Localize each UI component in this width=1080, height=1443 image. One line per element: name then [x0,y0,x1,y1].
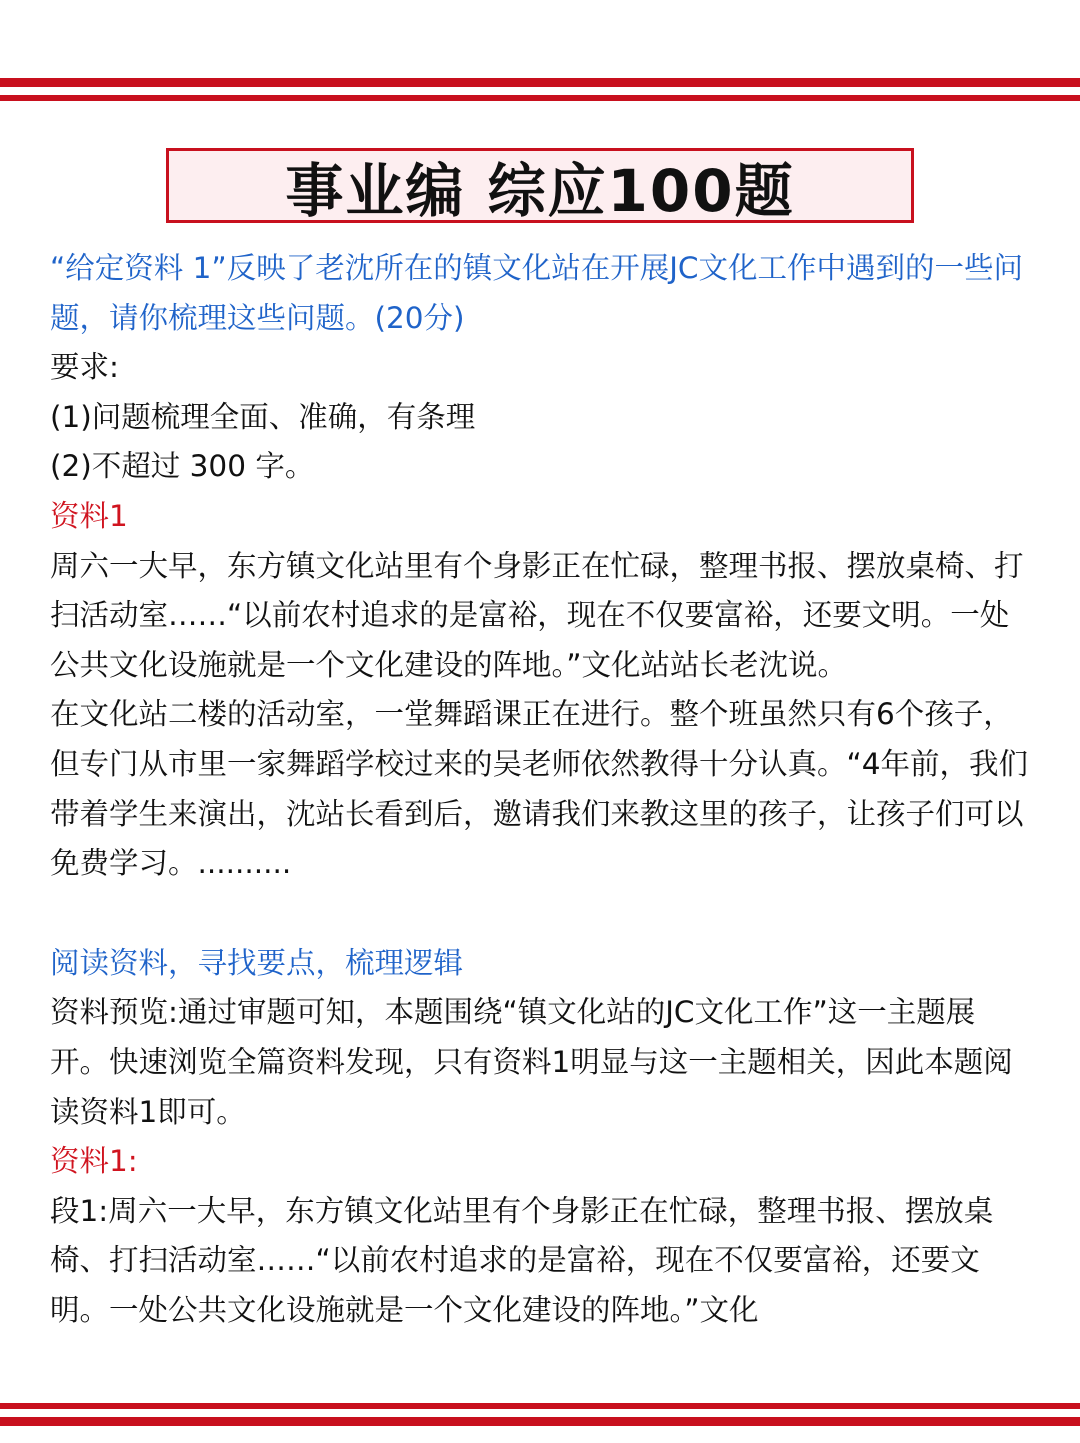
top-border-stripe-thin [0,95,1080,101]
document-body [50,244,1032,1335]
analysis-segment-1: 段1:周六一大早，东方镇文化站里有个身影正在忙碌，整理书报、摆放桌椅、打扫活动室……“以前农村追求的是富裕，现在不仅要富裕，还要文明。一处公共文化设施就是一个文化建设的阵地。”文化 [50,1193,994,1327]
analysis-heading: 阅读资料，寻找要点，梳理逻辑 [50,945,464,980]
requirements-label: 要求: [50,350,119,385]
bottom-border-stripe-thin [0,1403,1080,1409]
requirement-item-1: (1)问题梳理全面、准确，有条理 [50,399,476,434]
question-prompt: “给定资料 1”反映了老沈所在的镇文化站在开展JC文化工作中遇到的一些问题，请你梳理这些问题。(20分) [50,251,1024,335]
section-spacer [50,889,1032,939]
material-paragraph-1: 周六一大早，东方镇文化站里有个身影正在忙碌，整理书报、摆放桌椅、打扫活动室……“以前农村追求的是富裕，现在不仅要富裕，还要文明。一处公共文化设施就是一个文化建设的阵地。”文化站站长老沈说。 [50,548,1024,682]
analysis-preview: 资料预览:通过审题可知，本题围绕“镇文化站的JC文化工作”这一主题展开。快速浏览全篇资料发现，只有资料1明显与这一主题相关，因此本题阅读资料1即可。 [50,995,1013,1129]
page-title: 事业编 综应100题 [285,156,795,225]
material-heading: 资料1 [50,498,128,533]
analysis-material-heading: 资料1: [50,1144,138,1179]
bottom-border-stripe-thick [0,1417,1080,1426]
material-paragraph-2: 在文化站二楼的活动室，一堂舞蹈课正在进行。整个班虽然只有6个孩子，但专门从市里一家舞蹈学校过来的吴老师依然教得十分认真。“4年前，我们带着学生来演出，沈站长看到后，邀请我们来教这里的孩子，让孩子们可以免费学习。.......... [50,697,1029,881]
title-box [166,148,914,223]
top-border-stripe-thick [0,78,1080,87]
requirement-item-2: (2)不超过 300 字。 [50,449,315,484]
